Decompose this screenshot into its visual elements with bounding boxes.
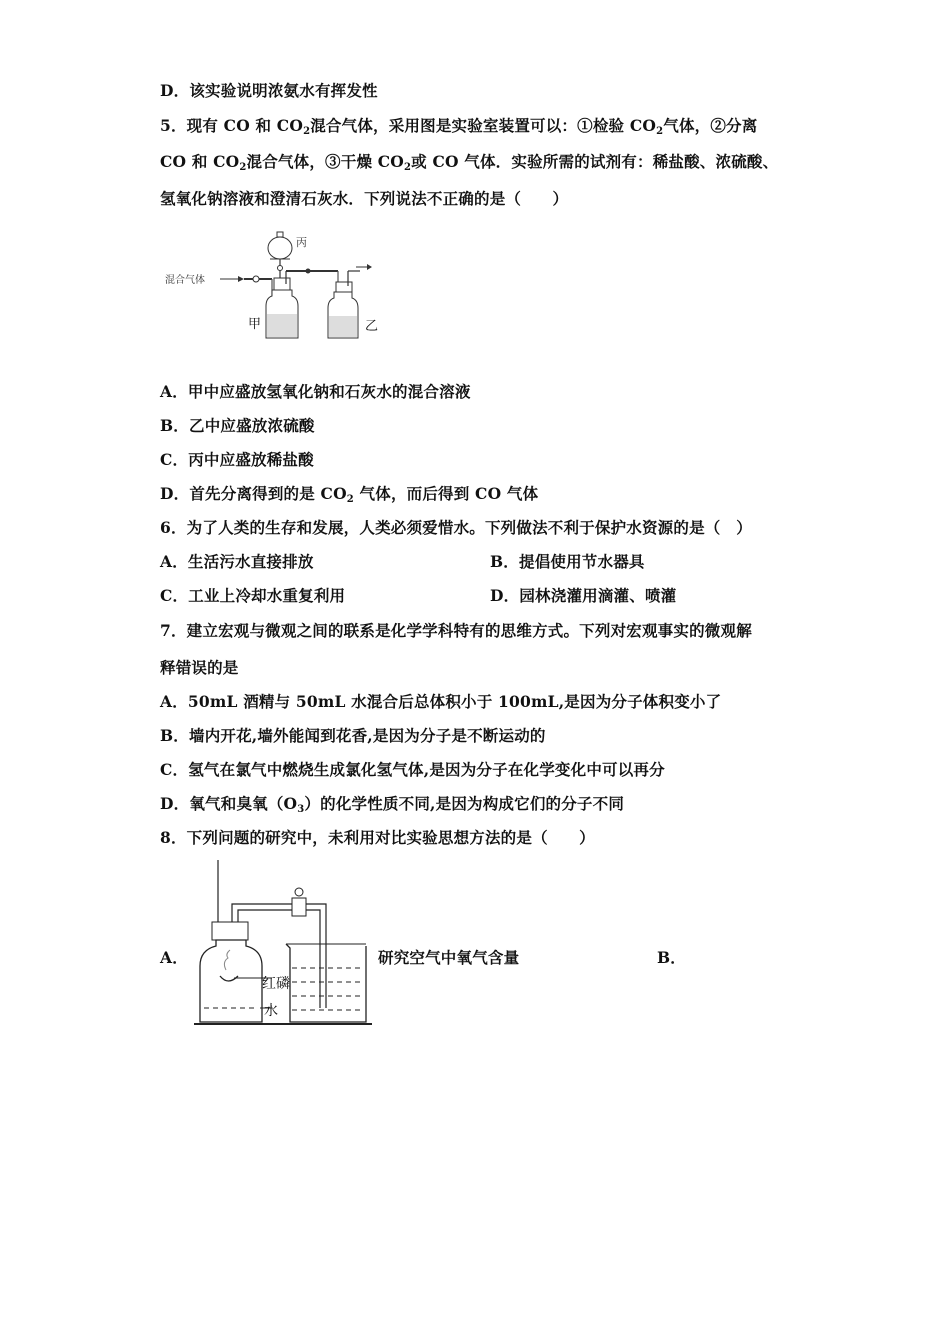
subscript-2: 2 xyxy=(403,162,412,173)
q6-option-b: B．提倡使用节水器具 xyxy=(490,552,645,571)
q7-option-d-part-2: ）的化学性质不同,是因为构成它们的分子不同 xyxy=(304,794,625,813)
subscript-2: 2 xyxy=(346,494,354,505)
outlet-arrow-head xyxy=(367,264,372,270)
q4-option-d: D．该实验说明浓氨水有挥发性 xyxy=(160,81,378,100)
separatory-funnel-bulb xyxy=(268,237,292,259)
inlet-valve xyxy=(253,276,259,282)
connector-joint xyxy=(306,269,311,274)
bottle-stopper xyxy=(212,922,248,940)
yi-label: 乙 xyxy=(365,319,379,334)
mixed-gas-label: 混合气体 xyxy=(165,275,205,286)
q6-option-c: C．工业上冷却水重复利用 xyxy=(160,586,346,605)
q7-option-d xyxy=(160,792,624,815)
q6-option-a: A．生活污水直接排放 xyxy=(160,552,314,571)
inlet-arrow-head xyxy=(238,276,244,282)
red-phosphorus-label: 红磷 xyxy=(262,976,290,992)
clamp-screw xyxy=(295,888,303,896)
subscript-3: 3 xyxy=(297,804,305,815)
q8-option-a-letter: A． xyxy=(160,948,188,967)
q5-option-d-part-2: 气体，而后得到 CO 气体 xyxy=(353,484,539,503)
jia-liquid xyxy=(267,314,297,337)
yi-liquid xyxy=(329,316,357,337)
q7-stem-line-1: 7．建立宏观与微观之间的联系是化学学科特有的思维方式。下列对宏观事实的微观解 xyxy=(160,621,752,640)
q5-stem-1c: 气体，②分离 xyxy=(663,116,758,135)
q7-option-c: C．氢气在氯气中燃烧生成氯化氢气体,是因为分子在化学变化中可以再分 xyxy=(160,760,665,779)
funnel-stopcock xyxy=(278,266,283,271)
bing-label: 丙 xyxy=(296,236,307,249)
q8-option-a-text: 研究空气中氧气含量 xyxy=(378,948,520,967)
q5-option-a: A．甲中应盛放氢氧化钠和石灰水的混合溶液 xyxy=(160,382,471,401)
spring-clamp xyxy=(292,898,306,916)
q7-stem-line-2: 释错误的是 xyxy=(160,658,239,677)
oxygen-content-apparatus-figure xyxy=(190,858,375,1028)
q5-stem-1b: 混合气体，采用图是实验室装置可以：①检验 CO xyxy=(310,116,657,135)
q5-option-d-part-1: D．首先分离得到的是 CO xyxy=(160,484,347,503)
jia-label: 甲 xyxy=(248,317,262,332)
q5-stem-2b: 混合气体，③干燥 CO xyxy=(246,152,404,171)
subscript-2: 2 xyxy=(303,126,311,137)
q5-option-b: B．乙中应盛放浓硫酸 xyxy=(160,416,315,435)
jia-stopper xyxy=(274,278,290,290)
q6-stem: 6．为了人类的生存和发展，人类必须爱惜水。下列做法不利于保护水资源的是（ ） xyxy=(160,518,752,537)
q8-option-b-letter: B． xyxy=(657,948,687,967)
q7-option-d-part-1: D．氧气和臭氧（O xyxy=(160,794,298,813)
water-label: 水 xyxy=(264,1003,278,1019)
q5-stem-line-1 xyxy=(160,114,757,137)
subscript-2: 2 xyxy=(239,162,247,173)
q5-option-d xyxy=(160,482,538,505)
q8-stem: 8．下列问题的研究中，未利用对比实验思想方法的是（ ） xyxy=(160,828,595,847)
gas-separation-apparatus-figure xyxy=(160,226,390,346)
q5-stem-line-2 xyxy=(160,150,778,173)
q6-option-d: D．园林浇灌用滴灌、喷灌 xyxy=(490,586,677,605)
q5-stem-2c: 或 CO 气体．实验所需的试剂有：稀盐酸、浓硫酸、 xyxy=(411,152,779,171)
q5-stem-1a: 5．现有 CO 和 CO xyxy=(160,116,304,135)
funnel-stopper xyxy=(277,232,283,237)
q5-option-c: C．丙中应盛放稀盐酸 xyxy=(160,450,314,469)
subscript-2: 2 xyxy=(656,126,664,137)
q5-stem-line-3: 氢氧化钠溶液和澄清石灰水．下列说法不正确的是（ ） xyxy=(160,189,569,208)
q5-stem-2a: CO 和 CO xyxy=(160,152,240,171)
q7-option-a: A．50mL 酒精与 50mL 水混合后总体积小于 100mL,是因为分子体积变小了 xyxy=(160,692,722,711)
yi-stopper xyxy=(336,282,352,292)
q7-option-b: B．墙内开花,墙外能闻到花香,是因为分子是不断运动的 xyxy=(160,726,546,745)
